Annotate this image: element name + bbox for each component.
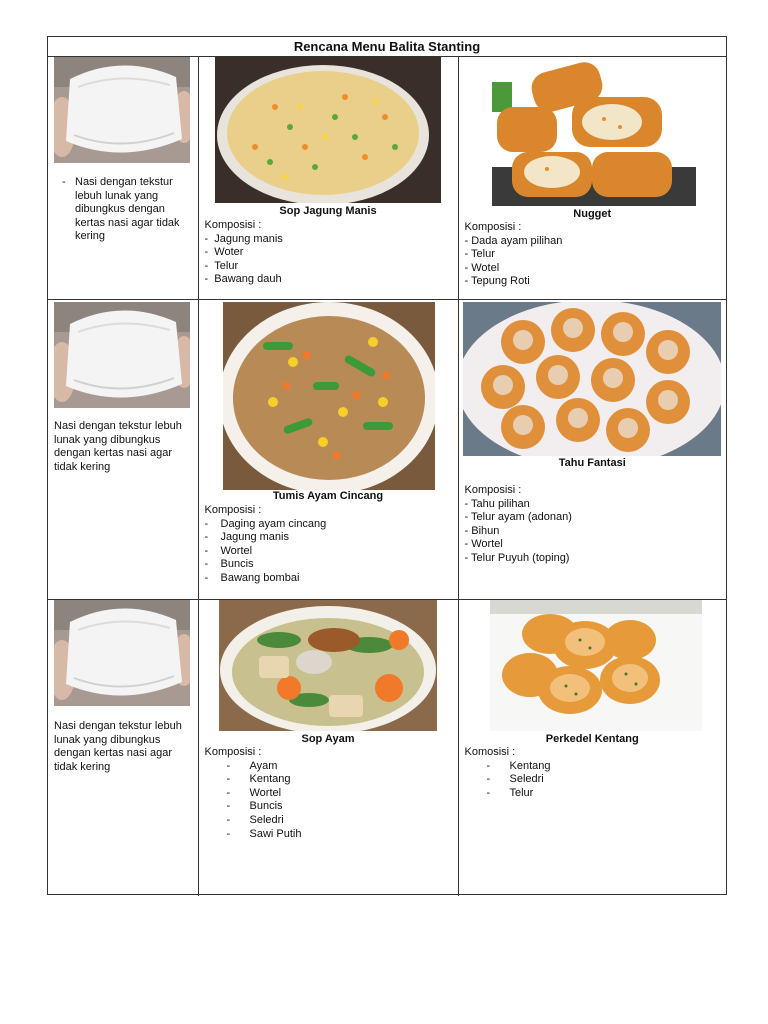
- ingredient-list: [205, 760, 302, 842]
- tumis-ayam-photo: [223, 302, 435, 490]
- rice-wrapped-photo: [54, 57, 190, 163]
- dish-cell: [458, 57, 726, 300]
- ingredient-list: [205, 233, 283, 287]
- list-item: - Daging ayam cincang: [204, 517, 327, 530]
- perkedel-kentang-photo: [490, 600, 702, 731]
- menu-page: [47, 36, 727, 895]
- list-item: - Wotel: [464, 261, 500, 274]
- rice-wrapped-photo: [54, 600, 190, 706]
- dish-name: Sop Jagung Manis: [279, 205, 377, 217]
- menu-row-2: [48, 300, 726, 600]
- list-item: - Telur: [486, 786, 534, 799]
- rice-description: Nasi dengan tekstur lebuh lunak yang dibungkus dengan kertas nasi agar tidak kering: [54, 720, 182, 773]
- list-item: - Kentang: [226, 773, 291, 786]
- list-item: - Woter: [204, 246, 244, 259]
- dish-cell: [198, 600, 458, 897]
- list-item: - Jagung manis: [204, 232, 283, 245]
- ingredient-list: [465, 760, 551, 801]
- list-item: - Seledri: [486, 773, 544, 786]
- list-item: - Tahu pilihan: [464, 497, 530, 510]
- komposisi-label: Komposisi :: [204, 746, 262, 758]
- list-item: - Telur ayam (adonan): [464, 511, 572, 524]
- nugget-photo: [492, 57, 696, 206]
- list-item: - Ayam: [226, 759, 278, 772]
- list-item: - Tepung Roti: [464, 275, 530, 288]
- komposisi-label: Komposisi :: [464, 221, 522, 233]
- list-item: - Wortel: [464, 538, 503, 551]
- list-item: - Buncis: [204, 558, 254, 571]
- komposisi-label: Komposisi :: [204, 504, 262, 516]
- dish-name: Nugget: [573, 208, 612, 220]
- tahu-fantasi-photo: [463, 302, 721, 456]
- komposisi-label: Komposisi :: [464, 484, 522, 496]
- menu-row-3: [48, 600, 726, 897]
- list-item: - Bawang dauh: [204, 273, 282, 286]
- komposisi-label: Komosisi :: [464, 746, 516, 758]
- page-title: Rencana Menu Balita Stanting: [48, 37, 726, 57]
- dish-cell: [198, 57, 458, 300]
- menu-row-1: [48, 57, 726, 300]
- ingredient-list: [465, 235, 563, 289]
- list-item: - Bawang bombai: [204, 571, 300, 584]
- dish-name: Perkedel Kentang: [545, 733, 639, 745]
- list-item: - Buncis: [226, 800, 283, 813]
- list-item: - Wortel: [204, 544, 253, 557]
- dish-cell: [198, 300, 458, 600]
- dish-name: Sop Ayam: [301, 733, 355, 745]
- list-item: - Jagung manis: [204, 531, 289, 544]
- list-item: - Seledri: [226, 813, 284, 826]
- rice-wrapped-photo: [54, 302, 190, 408]
- rice-cell: [48, 600, 198, 897]
- list-item: - Dada ayam pilihan: [464, 234, 563, 247]
- rice-description: Nasi dengan tekstur lebuh lunak yang dibungkus dengan kertas nasi agar tidak kering: [75, 176, 180, 243]
- dish-cell: [458, 300, 726, 600]
- menu-table: [48, 57, 726, 896]
- rice-cell: [48, 57, 198, 300]
- list-item: - Wortel: [226, 786, 282, 799]
- list-item: - Kentang: [486, 759, 551, 772]
- dish-cell: [458, 600, 726, 897]
- ingredient-list: [465, 498, 572, 566]
- sop-jagung-photo: [215, 57, 441, 203]
- sop-ayam-photo: [219, 600, 437, 731]
- list-item: - Bihun: [464, 524, 500, 537]
- rice-description: Nasi dengan tekstur lebuh lunak yang dibungkus dengan kertas nasi agar tidak kering: [54, 420, 182, 473]
- komposisi-label: Komposisi :: [204, 219, 262, 231]
- dish-name: Tahu Fantasi: [558, 457, 626, 469]
- list-dash: -: [62, 176, 66, 188]
- list-item: - Telur: [204, 259, 239, 272]
- dish-name: Tumis Ayam Cincang: [272, 490, 384, 502]
- rice-cell: [48, 300, 198, 600]
- list-item: - Telur Puyuh (toping): [464, 551, 570, 564]
- ingredient-list: [205, 518, 327, 586]
- list-item: - Telur: [464, 248, 495, 261]
- list-item: - Sawi Putih: [226, 827, 302, 840]
